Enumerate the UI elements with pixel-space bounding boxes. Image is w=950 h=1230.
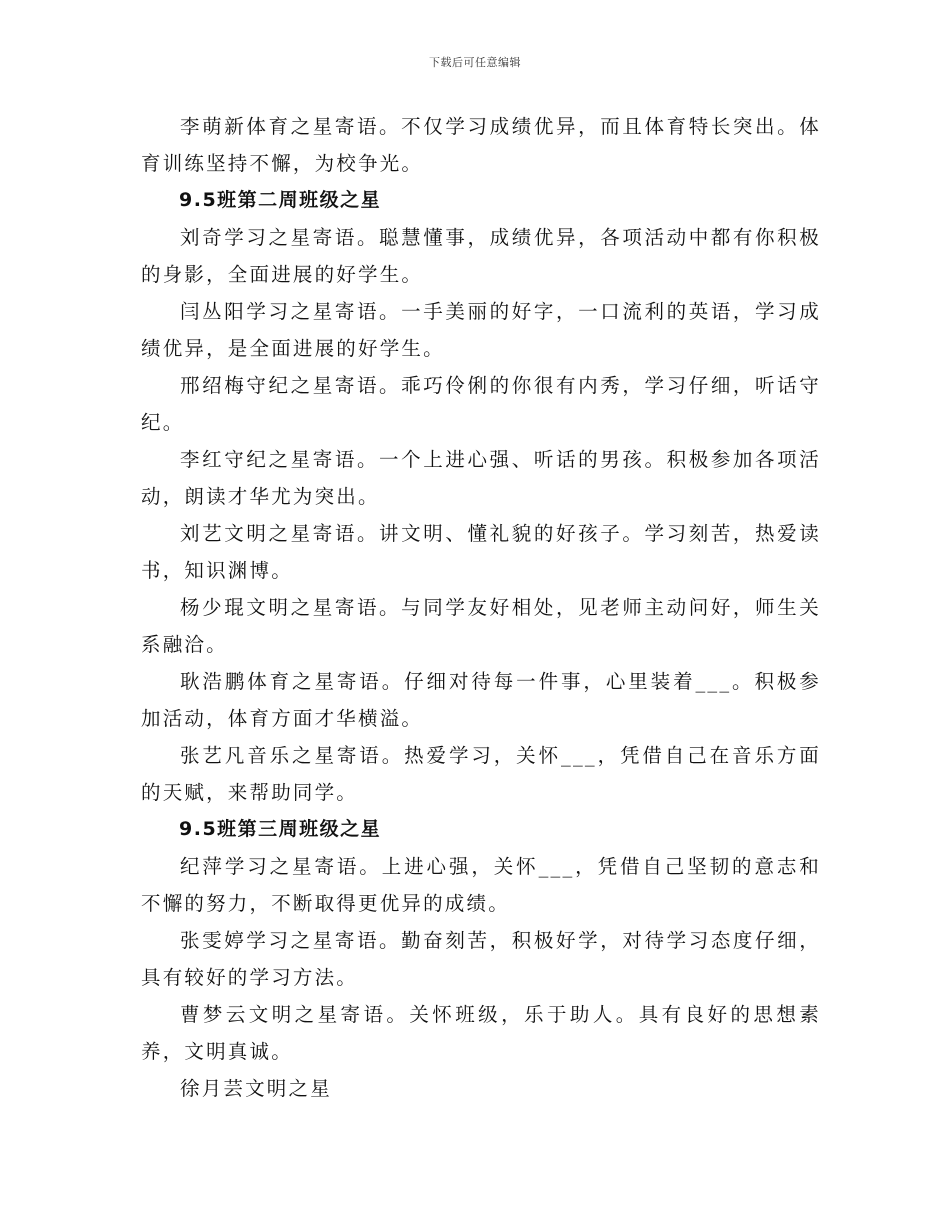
paragraph-yan-congyang: 闫丛阳学习之星寄语。一手美丽的好字，一口流利的英语，学习成绩优异，是全面进展的好学生。 xyxy=(141,300,821,360)
paragraph-liu-qi: 刘奇学习之星寄语。聪慧懂事，成绩优异，各项活动中都有你积极的身影，全面进展的好学生。 xyxy=(141,226,821,286)
paragraph-li-hong: 李红守纪之星寄语。一个上进心强、听话的男孩。积极参加各项活动，朗读才华尤为突出。 xyxy=(141,448,821,508)
paragraph-geng-haopeng: 耿浩鹏体育之星寄语。仔细对待每一件事，心里装着___。积极参加活动，体育方面才华横溢。 xyxy=(141,670,821,730)
document-body xyxy=(141,108,821,1107)
paragraph-liu-yi: 刘艺文明之星寄语。讲文明、懂礼貌的好孩子。学习刻苦，热爱读书，知识渊博。 xyxy=(141,522,821,582)
paragraph-zhang-wenting: 张雯婷学习之星寄语。勤奋刻苦，积极好学，对待学习态度仔细，具有较好的学习方法。 xyxy=(141,929,821,989)
paragraph-zhang-yifan: 张艺凡音乐之星寄语。热爱学习，关怀___，凭借自己在音乐方面的天赋，来帮助同学。 xyxy=(141,744,821,804)
section-heading-week-2: 9.5班第二周班级之星 xyxy=(179,189,382,211)
page-header-note: 下载后可任意编辑 xyxy=(429,56,521,69)
paragraph-xing-shaomei: 邢绍梅守纪之星寄语。乖巧伶俐的你很有内秀，学习仔细，听话守纪。 xyxy=(141,374,821,434)
paragraph-cao-mengyun: 曹梦云文明之星寄语。关怀班级，乐于助人。具有良好的思想素养，文明真诚。 xyxy=(141,1003,821,1063)
paragraph-li-mengxin: 李萌新体育之星寄语。不仅学习成绩优异，而且体育特长突出。体育训练坚持不懈，为校争光。 xyxy=(141,115,821,175)
section-heading-week-3: 9.5班第三周班级之星 xyxy=(179,818,382,840)
paragraph-yang-shaokun: 杨少琨文明之星寄语。与同学友好相处，见老师主动问好，师生关系融洽。 xyxy=(141,596,821,656)
paragraph-xu-yueyun: 徐月芸文明之星 xyxy=(180,1077,332,1100)
paragraph-ji-ping: 纪萍学习之星寄语。上进心强，关怀___，凭借自己坚韧的意志和不懈的努力，不断取得更优异的成绩。 xyxy=(141,855,821,915)
